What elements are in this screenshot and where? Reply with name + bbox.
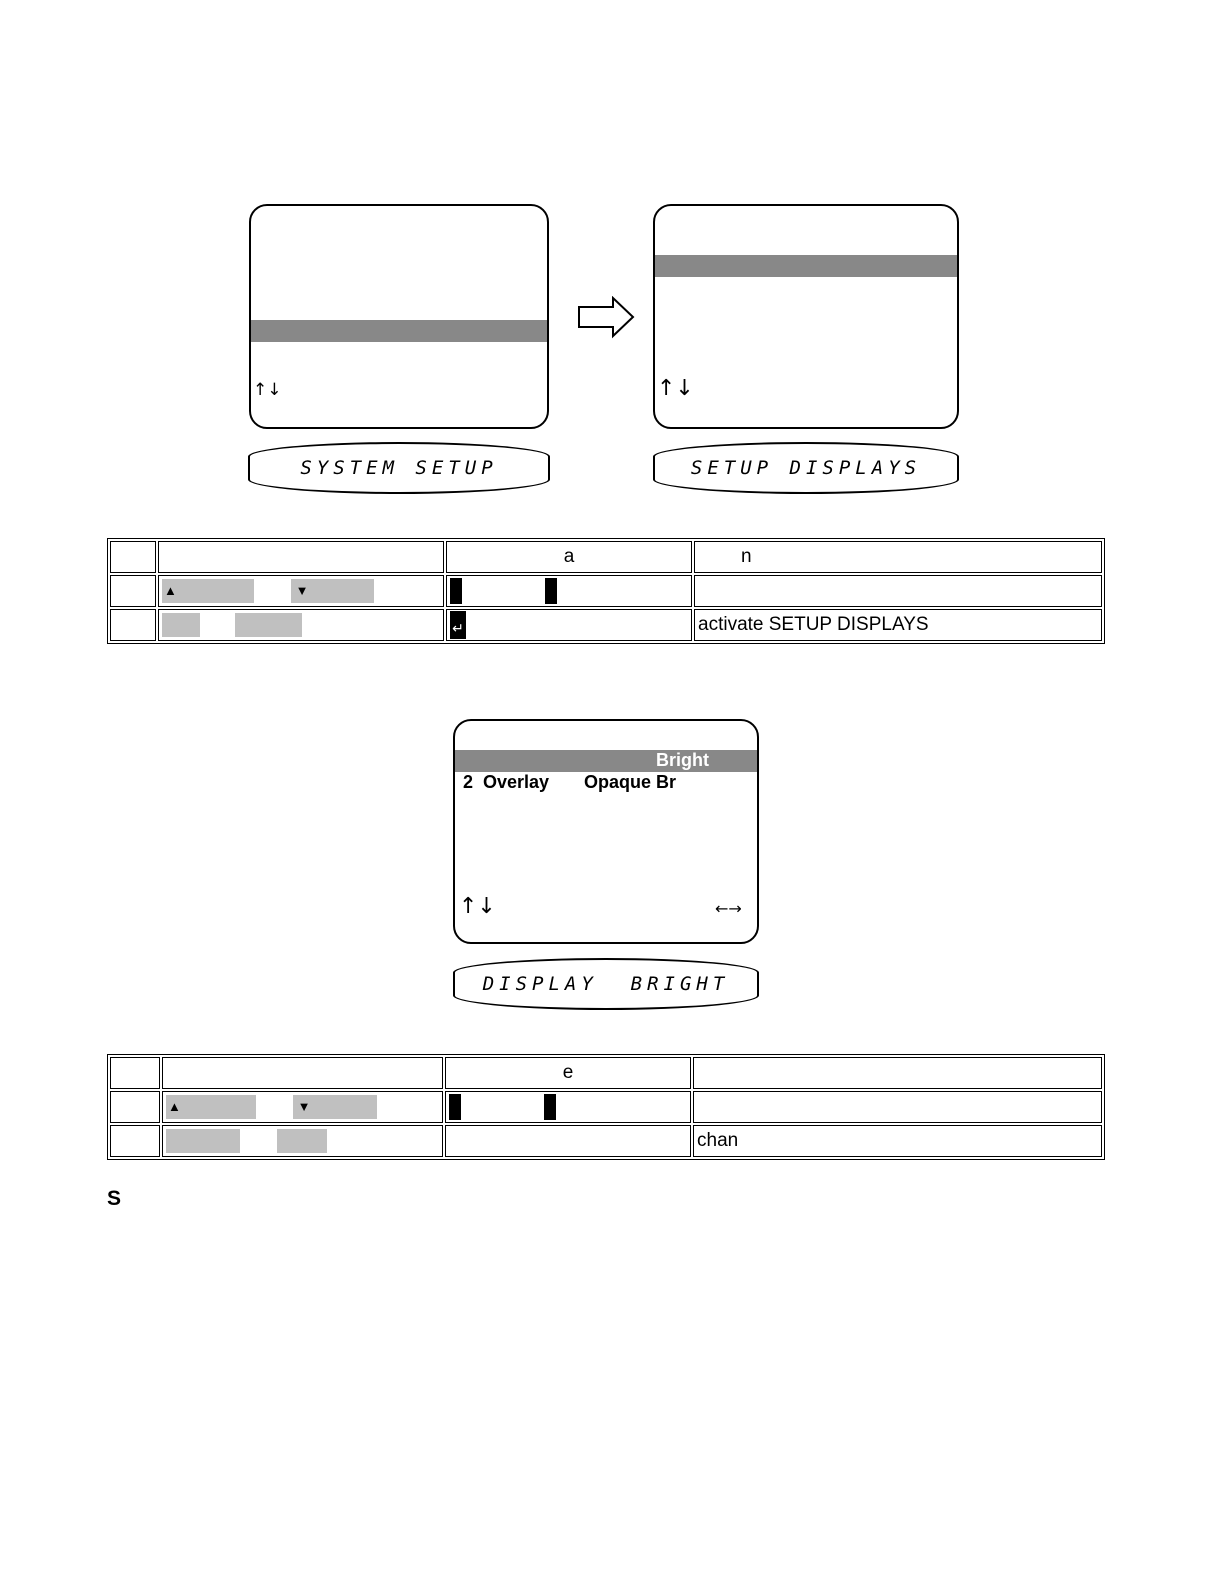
key-icon [277, 1129, 327, 1153]
table-header-row [110, 541, 1102, 573]
front-panel-display [653, 442, 959, 494]
table-cell: chan [693, 1125, 1102, 1157]
table-cell [694, 575, 1102, 607]
table-header-row [110, 1057, 1102, 1089]
lcd-text: SYSTEM SETUP [300, 457, 498, 479]
table-cell [445, 1125, 691, 1157]
table-cell [693, 1057, 1102, 1089]
lcd-text: SETUP DISPLAYS [690, 457, 922, 479]
down-button-icon [544, 1094, 556, 1120]
down-triangle-icon: ▼ [297, 1099, 311, 1114]
section-heading: S [107, 1187, 122, 1210]
menu-item-number: 2 [463, 772, 474, 792]
up-key-icon [162, 579, 254, 603]
table-row [110, 575, 1102, 607]
enter-button-icon: ↵ [450, 611, 466, 639]
highlight-bar [455, 750, 757, 772]
up-down-arrows-icon: ↑↓ [459, 894, 496, 919]
left-right-arrows-icon: ←→ [715, 899, 742, 918]
table-cell: activate SETUP DISPLAYS [694, 609, 1102, 641]
right-arrow-icon [577, 296, 637, 340]
table-cell [110, 1091, 160, 1123]
table-cell [158, 541, 444, 573]
table-cell: a [446, 541, 692, 573]
steps-table [107, 1054, 1105, 1160]
up-button-icon [450, 578, 462, 604]
menu-item-value: Opaque Br [584, 772, 677, 792]
table-row [110, 609, 1102, 641]
osd-screen-setup-displays [653, 204, 959, 429]
front-panel-display [453, 958, 759, 1010]
table-cell [158, 575, 444, 607]
table-cell [158, 609, 444, 641]
table-cell [162, 1091, 443, 1123]
highlight-bar [251, 320, 547, 342]
key-icon [235, 613, 302, 637]
steps-table [107, 538, 1105, 644]
osd-screen-system-setup [249, 204, 549, 429]
lcd-text: DISPLAY BRIGHT [482, 973, 730, 995]
down-key-icon [291, 579, 374, 603]
up-button-icon [449, 1094, 461, 1120]
table-cell [162, 1125, 443, 1157]
highlight-bar [655, 255, 957, 277]
up-key-icon [166, 1095, 256, 1119]
key-icon [162, 613, 200, 637]
table-cell [446, 609, 692, 641]
up-triangle-icon: ▲ [164, 583, 177, 598]
osd-screen-display-bright [453, 719, 759, 944]
up-down-arrows-icon: ↑↓ [657, 376, 694, 401]
menu-item-label: Overlay [483, 772, 550, 792]
key-icon [166, 1129, 240, 1153]
table-cell [110, 541, 156, 573]
table-cell: e [445, 1057, 691, 1089]
down-button-icon [545, 578, 557, 604]
table-row [110, 1091, 1102, 1123]
highlight-value: Bright [656, 750, 709, 770]
table-cell [110, 609, 156, 641]
table-row [110, 1125, 1102, 1157]
down-triangle-icon: ▼ [295, 583, 309, 598]
table-cell [446, 575, 692, 607]
table-cell [445, 1091, 691, 1123]
up-triangle-icon: ▲ [168, 1099, 181, 1114]
table-cell [110, 575, 156, 607]
table-cell [162, 1057, 443, 1089]
table-cell: n [694, 541, 1102, 573]
table-cell [693, 1091, 1102, 1123]
table-cell [110, 1057, 160, 1089]
table-cell [110, 1125, 160, 1157]
up-down-arrows-icon: ↑↓ [253, 380, 282, 400]
down-key-icon [293, 1095, 377, 1119]
front-panel-display [248, 442, 550, 494]
